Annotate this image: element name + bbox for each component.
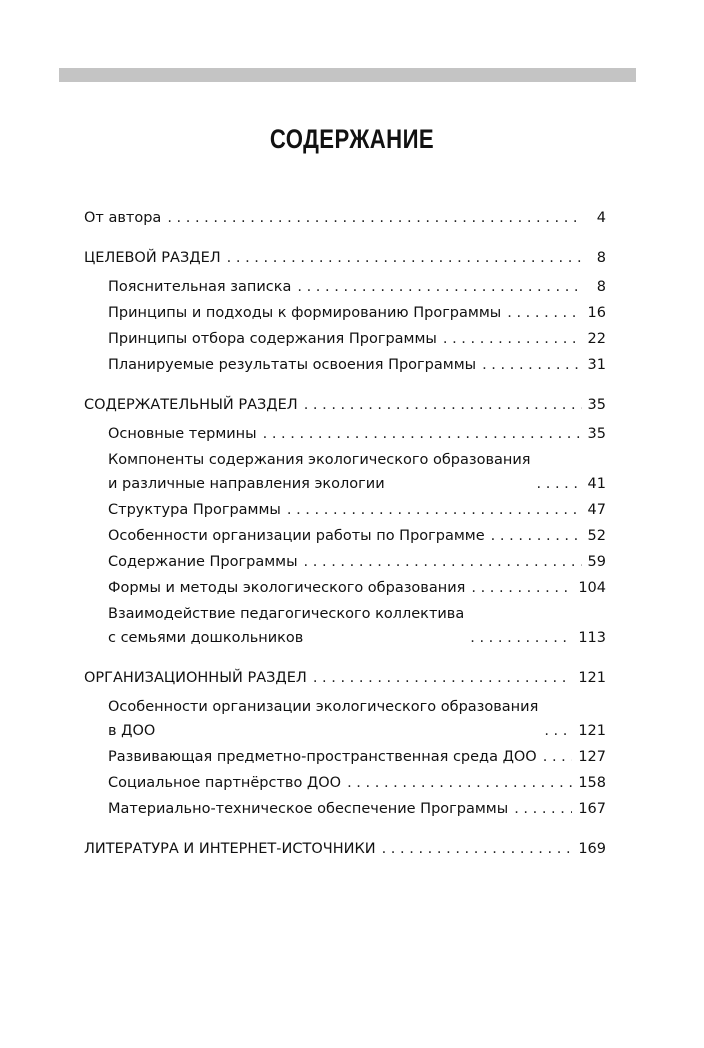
toc-subsection-entry[interactable] <box>84 524 606 548</box>
toc-page-number: 121 <box>578 723 606 739</box>
toc-entry-label-line: Развивающая предметно-пространственная среда ДОО <box>108 749 537 765</box>
toc-dot-leader <box>287 498 582 522</box>
toc-subsection-entry[interactable] <box>84 576 606 600</box>
toc-entry-label-line: Особенности организации экологического образования <box>108 699 539 715</box>
toc-dot-leader <box>304 550 582 574</box>
toc-dot-leader <box>263 422 582 446</box>
toc-dot-leader <box>514 797 572 821</box>
toc-spacer <box>84 230 606 246</box>
toc-subsection-entry[interactable] <box>84 550 606 574</box>
toc-spacer <box>84 377 606 393</box>
toc-subsection-entry[interactable] <box>84 771 606 795</box>
toc-page-number: 22 <box>587 331 606 347</box>
toc-entry-label <box>108 498 281 522</box>
toc-entry-label <box>108 745 537 769</box>
toc-page-number: 167 <box>578 801 606 817</box>
toc-entry-label <box>84 206 161 230</box>
toc-page-number: 104 <box>578 580 606 596</box>
toc-entry-label <box>108 771 341 795</box>
toc-entry-label-line: Взаимодействие педагогического коллектива <box>108 606 465 622</box>
toc-page-number: 35 <box>587 397 606 413</box>
toc-page-number: 35 <box>587 426 606 442</box>
toc-page-number: 169 <box>578 841 606 857</box>
toc-entry-label-line: Формы и методы экологического образования <box>108 580 466 596</box>
toc-entry-label-line: СОДЕРЖАТЕЛЬНЫЙ РАЗДЕЛ <box>84 397 298 413</box>
toc-entry-label <box>108 422 257 446</box>
toc-entry-label-line: в ДОО <box>108 723 156 739</box>
toc-section-entry[interactable] <box>84 206 606 230</box>
toc-page-number: 52 <box>587 528 606 544</box>
toc-subsection-entry[interactable] <box>84 275 606 299</box>
toc-entry-label-line: Социальное партнёрство ДОО <box>108 775 342 791</box>
toc-section-entry[interactable] <box>84 837 606 861</box>
toc-dot-leader <box>507 301 581 325</box>
toc-entry-label <box>108 550 298 574</box>
toc-dot-leader <box>313 666 573 690</box>
toc-entry-label-line: Планируемые результаты освоения Программы <box>108 357 477 373</box>
toc-entry-label-line: Пояснительная записка <box>108 279 292 295</box>
toc-subsection-entry[interactable] <box>84 498 606 522</box>
toc-spacer <box>84 650 606 666</box>
toc-subsection-entry[interactable] <box>84 602 606 650</box>
toc-dot-leader <box>471 576 572 600</box>
toc-spacer <box>84 821 606 837</box>
toc-dot-leader <box>491 524 582 548</box>
toc-entry-label <box>84 666 307 690</box>
toc-entry-label-line: ЦЕЛЕВОЙ РАЗДЕЛ <box>84 250 221 266</box>
toc-page-number: 8 <box>596 250 606 266</box>
toc-subsection-entry[interactable] <box>84 301 606 325</box>
toc-dot-leader <box>482 353 581 377</box>
toc-entry-label-line: Особенности организации работы по Программе <box>108 528 485 544</box>
toc-entry-label-line: Содержание Программы <box>108 554 298 570</box>
toc-page-number: 41 <box>587 476 606 492</box>
toc-entry-label-line: Структура Программы <box>108 502 281 518</box>
toc-page-number: 121 <box>578 670 606 686</box>
toc-entry-label-line: От автора <box>84 210 162 226</box>
toc-subsection-entry[interactable] <box>84 745 606 769</box>
toc-page-number: 8 <box>596 279 606 295</box>
toc-dot-leader <box>382 837 573 861</box>
toc-entry-label-line: и различные направления экологии <box>108 476 385 492</box>
toc-entry-label <box>108 327 437 351</box>
toc-entry-label-line: с семьями дошкольников <box>108 630 304 646</box>
toc-page-number: 59 <box>587 554 606 570</box>
toc-entry-label-line: ЛИТЕРАТУРА И ИНТЕРНЕТ-ИСТОЧНИКИ <box>84 841 376 857</box>
toc-dot-leader <box>304 393 582 417</box>
toc-entry-label-line: Принципы и подходы к формированию Программы <box>108 305 502 321</box>
toc-dot-leader <box>537 472 582 496</box>
toc-page-number: 47 <box>587 502 606 518</box>
toc-entry-label-line: Основные термины <box>108 426 257 442</box>
toc-section-entry[interactable] <box>84 246 606 270</box>
toc-page-number: 113 <box>578 630 606 646</box>
toc-entry-label-line: Материально-техническое обеспечение Программы <box>108 801 509 817</box>
toc-page-number: 16 <box>587 305 606 321</box>
toc-subsection-entry[interactable] <box>84 695 606 743</box>
toc-dot-leader <box>347 771 572 795</box>
toc-entry-label <box>108 353 476 377</box>
toc-subsection-entry[interactable] <box>84 797 606 821</box>
page-title: СОДЕРЖАНИЕ <box>269 124 435 154</box>
toc-entry-label <box>108 275 291 299</box>
toc-entry-label <box>108 797 508 821</box>
toc-page-number: 31 <box>587 357 606 373</box>
toc-entry-label-line: ОРГАНИЗАЦИОННЫЙ РАЗДЕЛ <box>84 670 307 686</box>
toc-dot-leader <box>227 246 582 270</box>
toc-dot-leader <box>470 626 572 650</box>
toc-dot-leader <box>544 719 572 743</box>
toc-subsection-entry[interactable] <box>84 327 606 351</box>
toc-entry-label <box>108 576 465 600</box>
toc-dot-leader <box>297 275 582 299</box>
toc-entry-label <box>108 524 485 548</box>
toc-section-entry[interactable] <box>84 393 606 417</box>
toc-entry-label-line: Компоненты содержания экологического образования <box>108 452 531 468</box>
toc-dot-leader <box>167 206 582 230</box>
toc-dot-leader <box>443 327 582 351</box>
toc-subsection-entry[interactable] <box>84 448 606 496</box>
toc-page-number: 158 <box>578 775 606 791</box>
toc-section-entry[interactable] <box>84 666 606 690</box>
toc-entry-label <box>108 448 531 496</box>
toc-entry-label-line: Принципы отбора содержания Программы <box>108 331 437 347</box>
toc-entry-label <box>108 301 501 325</box>
toc-entry-label <box>84 246 221 270</box>
toc-page-number: 127 <box>578 749 606 765</box>
table-of-contents <box>84 206 606 861</box>
toc-entry-label <box>84 393 298 417</box>
header-bar <box>59 68 636 82</box>
toc-subsection-entry[interactable] <box>84 353 606 377</box>
toc-subsection-entry[interactable] <box>84 422 606 446</box>
toc-entry-label <box>108 602 464 650</box>
toc-dot-leader <box>543 745 573 769</box>
toc-entry-label <box>108 695 538 743</box>
toc-entry-label <box>84 837 376 861</box>
toc-page-number: 4 <box>596 210 606 226</box>
